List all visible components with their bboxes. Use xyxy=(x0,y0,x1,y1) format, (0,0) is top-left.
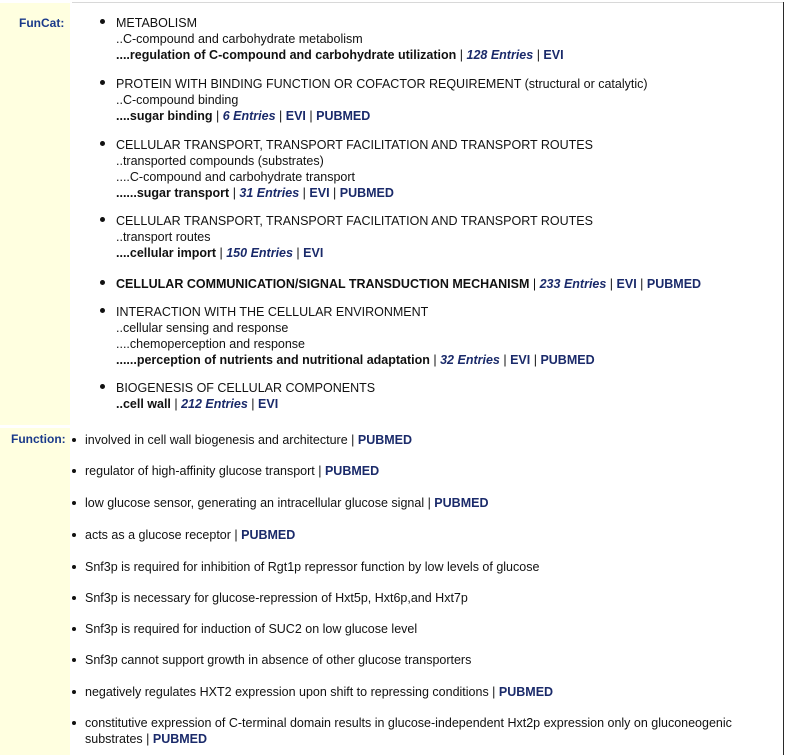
funcat-category-path: ..transport routes xyxy=(116,230,211,244)
entries-link[interactable]: 212 Entries xyxy=(181,397,248,411)
funcat-line xyxy=(116,352,595,368)
function-item xyxy=(72,590,782,606)
separator: | xyxy=(216,246,227,260)
bullet-icon xyxy=(72,627,76,631)
funcat-line xyxy=(116,137,593,153)
separator: | xyxy=(533,48,544,62)
funcat-line xyxy=(116,380,375,396)
function-text-wrap xyxy=(72,621,782,637)
funcat-category-term: ......perception of nutrients and nutritional adaptation xyxy=(116,353,430,367)
pubmed-link[interactable]: PUBMED xyxy=(646,277,702,291)
separator: | xyxy=(230,528,242,542)
function-item xyxy=(72,559,782,575)
function-item xyxy=(72,652,782,668)
funcat-line xyxy=(116,47,564,63)
function-item xyxy=(72,715,782,747)
funcat-category-path: CELLULAR TRANSPORT, TRANSPORT FACILITATION AND TRANSPORT ROUTES xyxy=(116,214,593,228)
evi-link[interactable]: EVI xyxy=(285,109,306,123)
function-text-wrap xyxy=(72,652,782,668)
funcat-category-path: CELLULAR TRANSPORT, TRANSPORT FACILITATION AND TRANSPORT ROUTES xyxy=(116,138,593,152)
function-text: Snf3p is required for inhibition of Rgt1p repressor function by low levels of glucose xyxy=(85,560,540,574)
separator: | xyxy=(347,433,358,447)
funcat-label-cell xyxy=(0,3,70,425)
funcat-line xyxy=(116,245,323,261)
funcat-label: FunCat: xyxy=(19,16,65,30)
evi-link[interactable]: EVI xyxy=(543,48,564,62)
top-border xyxy=(72,2,783,3)
funcat-category-path: ..cellular sensing and response xyxy=(116,321,289,335)
funcat-line xyxy=(116,229,211,245)
evi-link[interactable]: EVI xyxy=(258,397,279,411)
funcat-line xyxy=(116,108,370,124)
entries-link[interactable]: 150 Entries xyxy=(226,246,293,260)
function-item xyxy=(72,621,782,637)
function-text: low glucose sensor, generating an intracellular glucose signal xyxy=(85,496,425,510)
function-text-wrap xyxy=(72,527,782,543)
function-text-wrap xyxy=(72,463,782,479)
function-text-wrap xyxy=(72,715,782,747)
separator: | xyxy=(424,496,435,510)
evi-link[interactable]: EVI xyxy=(303,246,324,260)
separator: | xyxy=(275,109,286,123)
function-text: Snf3p cannot support growth in absence of other glucose transporters xyxy=(85,653,472,667)
bullet-icon xyxy=(100,280,105,285)
bullet-icon xyxy=(72,721,76,725)
separator: | xyxy=(329,186,340,200)
pubmed-link[interactable]: PUBMED xyxy=(540,353,595,367)
funcat-line xyxy=(116,276,701,292)
funcat-category-term: CELLULAR COMMUNICATION/SIGNAL TRANSDUCTION MECHANISM xyxy=(116,277,530,291)
entries-link[interactable]: 31 Entries xyxy=(239,186,300,200)
separator: | xyxy=(429,353,441,367)
separator: | xyxy=(170,397,182,411)
funcat-line xyxy=(116,31,363,47)
funcat-line xyxy=(116,396,278,412)
separator: | xyxy=(606,277,617,291)
bullet-icon xyxy=(100,80,105,85)
funcat-category-path: ..C-compound binding xyxy=(116,93,239,107)
function-text: Snf3p is required for induction of SUC2 on low glucose level xyxy=(85,622,418,636)
bullet-icon xyxy=(72,690,76,694)
funcat-category-path: ....chemoperception and response xyxy=(116,337,306,351)
function-text: constitutive expression of C-terminal domain results in glucose-independent Hxt2p expression only on gluconeogenic substrates xyxy=(85,716,732,746)
function-item xyxy=(72,684,782,700)
function-text-wrap xyxy=(72,559,782,575)
funcat-line xyxy=(116,15,197,31)
funcat-line xyxy=(116,169,355,185)
pubmed-link[interactable]: PUBMED xyxy=(498,685,554,699)
bullet-icon xyxy=(72,658,76,662)
entries-link[interactable]: 233 Entries xyxy=(539,277,607,291)
bullet-icon xyxy=(100,308,105,313)
separator: | xyxy=(529,277,540,291)
function-label: Function: xyxy=(11,432,66,446)
function-item xyxy=(72,527,782,543)
pubmed-link[interactable]: PUBMED xyxy=(241,528,296,542)
separator: | xyxy=(229,186,240,200)
separator: | xyxy=(636,277,647,291)
separator: | xyxy=(292,246,304,260)
funcat-line xyxy=(116,213,593,229)
function-text: negatively regulates HXT2 expression upon shift to repressing conditions xyxy=(85,685,489,699)
funcat-category-term: ....sugar binding xyxy=(116,109,213,123)
funcat-category-path: ....C-compound and carbohydrate transport xyxy=(116,170,356,184)
bullet-icon xyxy=(100,19,105,24)
separator: | xyxy=(142,732,153,746)
function-text: acts as a glucose receptor xyxy=(85,528,231,542)
funcat-line xyxy=(116,185,394,201)
function-text: involved in cell wall biogenesis and architecture xyxy=(85,433,348,447)
funcat-category-path: INTERACTION WITH THE CELLULAR ENVIRONMENT xyxy=(116,305,429,319)
right-border xyxy=(783,2,784,755)
funcat-category-path: BIOGENESIS OF CELLULAR COMPONENTS xyxy=(116,381,376,395)
entries-link[interactable]: 128 Entries xyxy=(466,48,534,62)
separator: | xyxy=(314,464,325,478)
evi-link[interactable]: EVI xyxy=(510,353,531,367)
bullet-icon xyxy=(72,565,76,569)
bullet-icon xyxy=(72,533,76,537)
funcat-category-path: PROTEIN WITH BINDING FUNCTION OR COFACTOR REQUIREMENT (structural or catalytic) xyxy=(116,77,648,91)
evi-link[interactable]: EVI xyxy=(616,277,637,291)
separator: | xyxy=(299,186,310,200)
function-text-wrap xyxy=(72,432,782,448)
function-text: Snf3p is necessary for glucose-repression of Hxt5p, Hxt6p,and Hxt7p xyxy=(85,591,468,605)
pubmed-link[interactable]: PUBMED xyxy=(357,433,413,447)
pubmed-link[interactable]: PUBMED xyxy=(339,186,394,200)
funcat-category-path: ..C-compound and carbohydrate metabolism xyxy=(116,32,363,46)
function-text-wrap xyxy=(72,495,782,511)
bullet-icon xyxy=(100,217,105,222)
bullet-icon xyxy=(72,469,76,473)
bullet-icon xyxy=(100,141,105,146)
pubmed-link[interactable]: PUBMED xyxy=(324,464,380,478)
funcat-line xyxy=(116,304,428,320)
funcat-line xyxy=(116,153,324,169)
funcat-category-path: ..transported compounds (substrates) xyxy=(116,154,324,168)
funcat-line xyxy=(116,336,305,352)
funcat-line xyxy=(116,320,288,336)
function-text: regulator of high-affinity glucose transport xyxy=(85,464,315,478)
function-item xyxy=(72,432,782,448)
function-label-cell xyxy=(0,428,70,755)
function-text-wrap xyxy=(72,590,782,606)
separator: | xyxy=(247,397,259,411)
bullet-icon xyxy=(100,384,105,389)
funcat-line xyxy=(116,76,648,92)
funcat-category-path: METABOLISM xyxy=(116,16,198,30)
function-item xyxy=(72,463,782,479)
separator: | xyxy=(212,109,223,123)
entries-link[interactable]: 32 Entries xyxy=(440,353,500,367)
pubmed-link[interactable]: PUBMED xyxy=(316,109,371,123)
entries-link[interactable]: 6 Entries xyxy=(222,109,276,123)
pubmed-link[interactable]: PUBMED xyxy=(152,732,208,746)
function-text-wrap xyxy=(72,684,782,700)
bullet-icon xyxy=(72,501,76,505)
separator: | xyxy=(456,48,467,62)
funcat-category-term: ....regulation of C-compound and carbohydrate utilization xyxy=(116,48,457,62)
funcat-category-term: ......sugar transport xyxy=(116,186,230,200)
bullet-icon xyxy=(72,596,76,600)
evi-link[interactable]: EVI xyxy=(309,186,330,200)
funcat-category-term: ....cellular import xyxy=(116,246,217,260)
separator: | xyxy=(530,353,541,367)
function-item xyxy=(72,495,782,511)
funcat-category-term: ..cell wall xyxy=(116,397,171,411)
bullet-icon xyxy=(72,438,76,442)
pubmed-link[interactable]: PUBMED xyxy=(434,496,489,510)
funcat-line xyxy=(116,92,238,108)
separator: | xyxy=(488,685,499,699)
separator: | xyxy=(305,109,317,123)
separator: | xyxy=(499,353,511,367)
